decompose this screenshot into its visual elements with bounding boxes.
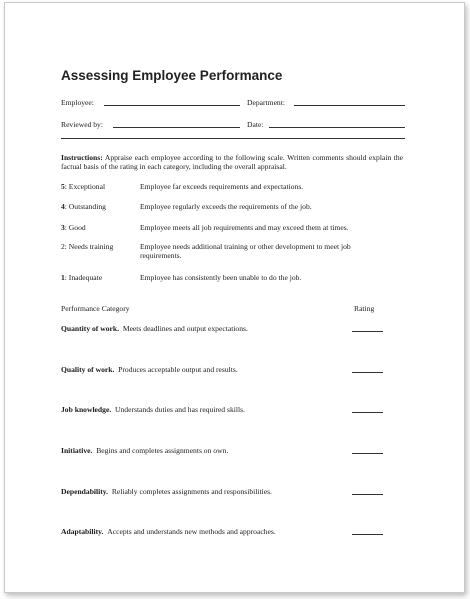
employee-label: Employee:	[61, 98, 94, 107]
section-divider	[61, 138, 405, 139]
category-row: Dependability. Reliably completes assignments and responsibilities.	[61, 487, 272, 496]
rating-field[interactable]	[352, 412, 383, 413]
reviewed-by-field[interactable]	[113, 127, 240, 128]
category-row: Quality of work. Produces acceptable output and results.	[61, 365, 238, 374]
scale-code: 4: Outstanding	[61, 202, 106, 211]
department-field[interactable]	[294, 105, 405, 106]
rating-header: Rating	[354, 304, 375, 313]
reviewed-by-label: Reviewed by:	[61, 120, 103, 129]
scale-code: 5: Exceptional	[61, 182, 106, 191]
instructions	[61, 153, 403, 171]
rating-field[interactable]	[352, 453, 383, 454]
rating-field[interactable]	[352, 534, 383, 535]
scale-code: 3: Good	[61, 223, 86, 232]
page-title: Assessing Employee Performance	[61, 68, 283, 83]
category-row: Job knowledge. Understands duties and has required skills.	[61, 405, 245, 414]
scale-description: Employee meets all job requirements and may exceed them at times.	[140, 223, 349, 232]
scale-description: Employee needs additional training or other development to meet job requirements.	[140, 242, 351, 260]
scale-description: Employee far exceeds requirements and expectations.	[140, 182, 304, 191]
scale-code: 1: Inadequate	[61, 273, 103, 282]
instructions-text: Appraise each employee according to the following scale. Written comments should explain the factual basis of the rating in each category, including the overall appraisal.	[61, 153, 403, 171]
employee-field[interactable]	[104, 105, 240, 106]
date-field[interactable]	[269, 127, 405, 128]
category-row: Quantity of work. Meets deadlines and output expectations.	[61, 324, 248, 333]
category-row: Adaptability. Accepts and understands new methods and approaches.	[61, 527, 276, 536]
instructions-label: Instructions:	[61, 153, 103, 162]
document-page	[4, 2, 465, 593]
rating-field[interactable]	[352, 331, 383, 332]
category-header: Performance Category	[61, 304, 130, 313]
category-row: Initiative. Begins and completes assignments on own.	[61, 446, 229, 455]
scale-description: Employee has consistently been unable to do the job.	[140, 273, 302, 282]
rating-field[interactable]	[352, 372, 383, 373]
department-label: Department:	[247, 98, 285, 107]
scale-code: 2: Needs training	[61, 242, 114, 251]
scale-description: Employee regularly exceeds the requirements of the job.	[140, 202, 312, 211]
rating-field[interactable]	[352, 494, 383, 495]
date-label: Date:	[247, 120, 264, 129]
